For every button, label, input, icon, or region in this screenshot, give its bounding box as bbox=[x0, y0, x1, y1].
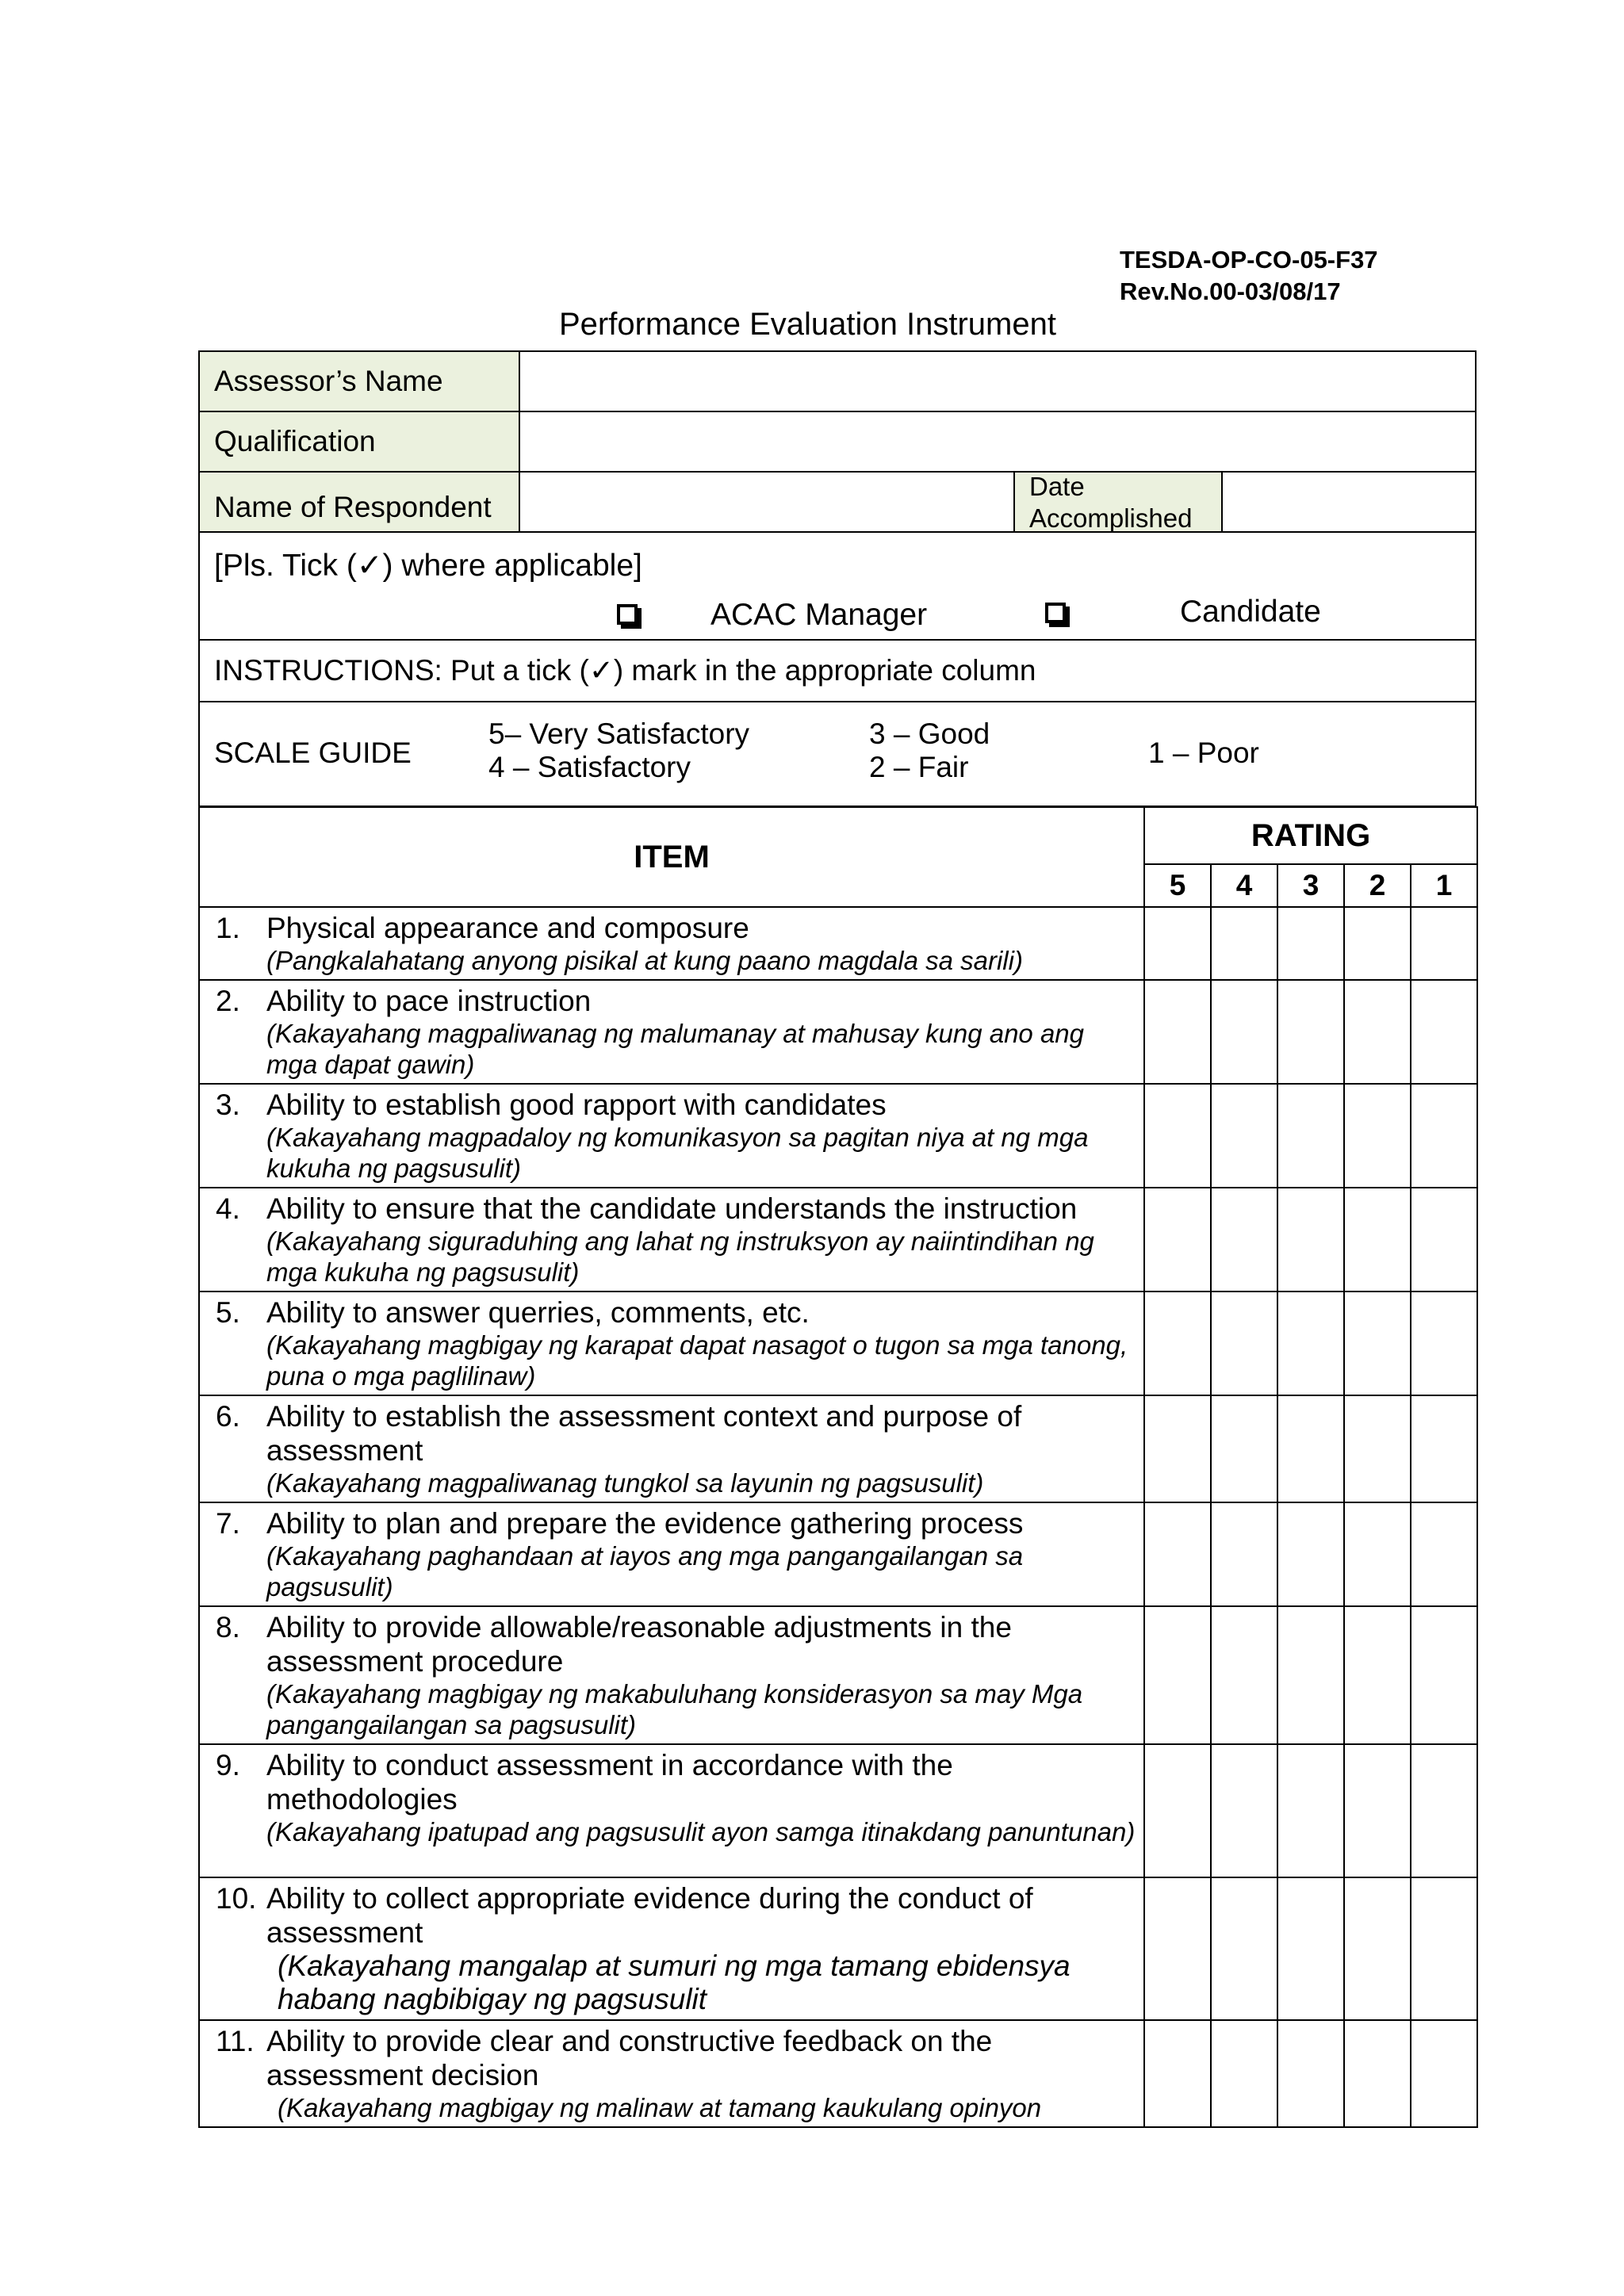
rating-1-cell[interactable] bbox=[1411, 1188, 1477, 1292]
candidate-label: Candidate bbox=[1180, 595, 1321, 629]
item-text: Ability to pace instruction bbox=[266, 985, 592, 1017]
item-number: 8. bbox=[216, 1611, 240, 1644]
document-code-block bbox=[1120, 244, 1378, 308]
item-translation: (Kakayahang ipatupad ang pagsusulit ayon samga itinakdang panuntunan) bbox=[266, 1817, 1136, 1846]
divider bbox=[200, 531, 1475, 533]
date-label-line2: Accomplished bbox=[1029, 503, 1193, 533]
item-text: Physical appearance and composure bbox=[266, 912, 749, 944]
item-text: Ability to plan and prepare the evidence gathering process bbox=[266, 1507, 1024, 1540]
table-row bbox=[199, 2020, 1477, 2127]
item-number: 6. bbox=[216, 1400, 240, 1433]
divider bbox=[1013, 473, 1015, 533]
item-cell bbox=[199, 1084, 1144, 1188]
item-translation: (Kakayahang magbigay ng malinaw at tamang kaukulang opinyon bbox=[278, 2093, 1042, 2122]
rating-1-cell[interactable] bbox=[1411, 2020, 1477, 2127]
rating-2-cell[interactable] bbox=[1344, 1502, 1411, 1606]
item-translation: (Kakayahang magpadaloy ng komunikasyon sa pagitan niya at ng mga kukuha ng pagsusulit) bbox=[266, 1123, 1089, 1183]
scale-5: 5– Very Satisfactory bbox=[488, 718, 750, 750]
rating-2-cell[interactable] bbox=[1344, 1188, 1411, 1292]
rating-1-cell[interactable] bbox=[1411, 1292, 1477, 1395]
item-translation: (Pangkalahatang anyong pisikal at kung paano magdala sa sarili) bbox=[266, 946, 1023, 975]
rating-1-cell[interactable] bbox=[1411, 907, 1477, 980]
item-translation: (Kakayahang magbigay ng makabuluhang konsiderasyon sa may Mga pangangailangan sa pagsusulit) bbox=[266, 1679, 1083, 1739]
item-cell bbox=[199, 1502, 1144, 1606]
item-cell bbox=[199, 907, 1144, 980]
candidate-checkbox[interactable] bbox=[1045, 603, 1066, 623]
table-row bbox=[199, 1395, 1477, 1502]
item-header: ITEM bbox=[199, 807, 1144, 907]
item-text: Ability to provide clear and constructive feedback on the assessment decision bbox=[266, 2025, 993, 2091]
rating-1-cell[interactable] bbox=[1411, 1084, 1477, 1188]
rating-3-cell[interactable] bbox=[1277, 1292, 1344, 1395]
document-code: TESDA-OP-CO-05-F37 bbox=[1120, 246, 1378, 274]
rating-4-cell[interactable] bbox=[1211, 2020, 1277, 2127]
item-text: Ability to answer querries, comments, etc. bbox=[266, 1296, 810, 1329]
item-translation: (Kakayahang magpaliwanag tungkol sa layunin ng pagsusulit) bbox=[266, 1468, 984, 1498]
rating-5-cell[interactable] bbox=[1144, 1188, 1211, 1292]
rating-1-cell[interactable] bbox=[1411, 1502, 1477, 1606]
rating-3-cell[interactable] bbox=[1277, 1395, 1344, 1502]
item-translation: (Kakayahang mangalap at sumuri ng mga tamang ebidensya habang nagbibigay ng pagsusulit bbox=[278, 1950, 1071, 2015]
rating-5-cell[interactable] bbox=[1144, 1744, 1211, 1877]
rating-1-header: 1 bbox=[1411, 864, 1477, 907]
table-row bbox=[199, 907, 1477, 980]
item-number: 1. bbox=[216, 912, 240, 944]
acac-manager-label: ACAC Manager bbox=[710, 598, 928, 632]
items-body bbox=[199, 907, 1477, 2127]
evaluation-table bbox=[198, 806, 1478, 2128]
rating-1-cell[interactable] bbox=[1411, 1606, 1477, 1744]
page-title: Performance Evaluation Instrument bbox=[559, 307, 1056, 342]
rating-1-cell[interactable] bbox=[1411, 980, 1477, 1084]
item-text: Ability to conduct assessment in accordance with the methodologies bbox=[266, 1749, 953, 1816]
rating-2-cell[interactable] bbox=[1344, 1877, 1411, 2020]
tick-prompt: [Pls. Tick (✓) where applicable] bbox=[214, 549, 642, 583]
scale-4: 4 – Satisfactory bbox=[488, 751, 691, 783]
rating-5-cell[interactable] bbox=[1144, 1395, 1211, 1502]
scale-1: 1 – Poor bbox=[1148, 737, 1259, 769]
item-cell bbox=[199, 980, 1144, 1084]
rating-2-cell[interactable] bbox=[1344, 1395, 1411, 1502]
rating-3-cell[interactable] bbox=[1277, 1502, 1344, 1606]
scale-3: 3 – Good bbox=[869, 718, 990, 750]
rating-2-cell[interactable] bbox=[1344, 1084, 1411, 1188]
rating-header: RATING bbox=[1144, 807, 1477, 864]
date-label-line1: Date bbox=[1029, 472, 1085, 501]
rating-2-header: 2 bbox=[1344, 864, 1411, 907]
respondent-field[interactable] bbox=[520, 473, 1012, 531]
acac-manager-checkbox[interactable] bbox=[617, 604, 638, 625]
item-number: 5. bbox=[216, 1296, 240, 1329]
qualification-label: Qualification bbox=[214, 425, 376, 457]
revision-number: Rev.No.00-03/08/17 bbox=[1120, 277, 1341, 305]
table-row bbox=[199, 1084, 1477, 1188]
rating-2-cell[interactable] bbox=[1344, 907, 1411, 980]
item-translation: (Kakayahang siguraduhing ang lahat ng instruksyon ay naiintindihan ng mga kukuha ng pagsusulit) bbox=[266, 1226, 1094, 1287]
rating-2-cell[interactable] bbox=[1344, 2020, 1411, 2127]
item-number: 11. bbox=[216, 2025, 255, 2057]
rating-5-cell[interactable] bbox=[1144, 1084, 1211, 1188]
item-number: 10. bbox=[216, 1882, 257, 1915]
instructions-text: INSTRUCTIONS: Put a tick (✓) mark in the appropriate column bbox=[214, 654, 1036, 687]
item-cell bbox=[199, 1744, 1144, 1877]
rating-4-cell[interactable] bbox=[1211, 1877, 1277, 2020]
rating-5-cell[interactable] bbox=[1144, 980, 1211, 1084]
item-translation: (Kakayahang magpaliwanag ng malumanay at mahusay kung ano ang mga dapat gawin) bbox=[266, 1019, 1085, 1079]
date-accomplished-field[interactable] bbox=[1223, 473, 1475, 531]
rating-3-cell[interactable] bbox=[1277, 1606, 1344, 1744]
item-number: 2. bbox=[216, 985, 240, 1017]
item-text: Ability to provide allowable/reasonable adjustments in the assessment procedure bbox=[266, 1611, 1012, 1678]
rating-5-cell[interactable] bbox=[1144, 2020, 1211, 2127]
rating-3-cell[interactable] bbox=[1277, 2020, 1344, 2127]
item-number: 3. bbox=[216, 1089, 240, 1121]
item-text: Ability to ensure that the candidate understands the instruction bbox=[266, 1192, 1078, 1225]
rating-3-cell[interactable] bbox=[1277, 980, 1344, 1084]
rating-4-cell[interactable] bbox=[1211, 1502, 1277, 1606]
rating-4-cell[interactable] bbox=[1211, 1084, 1277, 1188]
divider bbox=[200, 639, 1475, 641]
rating-2-cell[interactable] bbox=[1344, 1744, 1411, 1877]
rating-1-cell[interactable] bbox=[1411, 1395, 1477, 1502]
rating-2-cell[interactable] bbox=[1344, 980, 1411, 1084]
table-row bbox=[199, 1502, 1477, 1606]
item-number: 4. bbox=[216, 1192, 240, 1225]
rating-5-cell[interactable] bbox=[1144, 907, 1211, 980]
table-row bbox=[199, 1188, 1477, 1292]
rating-5-cell[interactable] bbox=[1144, 1606, 1211, 1744]
rating-3-cell[interactable] bbox=[1277, 1188, 1344, 1292]
table-row bbox=[199, 1877, 1477, 2020]
item-number: 7. bbox=[216, 1507, 240, 1540]
item-text: Ability to establish the assessment context and purpose of assessment bbox=[266, 1400, 1022, 1467]
assessor-name-label: Assessor’s Name bbox=[214, 365, 443, 397]
table-row bbox=[199, 1606, 1477, 1744]
rating-5-cell[interactable] bbox=[1144, 1502, 1211, 1606]
rating-3-cell[interactable] bbox=[1277, 1877, 1344, 2020]
item-cell bbox=[199, 1188, 1144, 1292]
rating-4-cell[interactable] bbox=[1211, 1188, 1277, 1292]
table-row bbox=[199, 980, 1477, 1084]
rating-4-header: 4 bbox=[1211, 864, 1277, 907]
rating-1-cell[interactable] bbox=[1411, 1744, 1477, 1877]
divider bbox=[200, 701, 1475, 702]
rating-3-header: 3 bbox=[1277, 864, 1344, 907]
item-number: 9. bbox=[216, 1749, 240, 1781]
scale-guide-label: SCALE GUIDE bbox=[214, 737, 412, 769]
assessor-name-field[interactable] bbox=[520, 352, 1475, 411]
item-cell bbox=[199, 1877, 1144, 2020]
scale-2: 2 – Fair bbox=[869, 751, 969, 783]
qualification-field[interactable] bbox=[520, 412, 1475, 471]
rating-4-cell[interactable] bbox=[1211, 1606, 1277, 1744]
rating-3-cell[interactable] bbox=[1277, 1084, 1344, 1188]
rating-5-cell[interactable] bbox=[1144, 1877, 1211, 2020]
rating-4-cell[interactable] bbox=[1211, 1395, 1277, 1502]
rating-3-cell[interactable] bbox=[1277, 1744, 1344, 1877]
rating-3-cell[interactable] bbox=[1277, 907, 1344, 980]
rating-5-header: 5 bbox=[1144, 864, 1211, 907]
rating-5-cell[interactable] bbox=[1144, 1292, 1211, 1395]
item-translation: (Kakayahang magbigay ng karapat dapat nasagot o tugon sa mga tanong, puna o mga paglilinaw) bbox=[266, 1330, 1128, 1391]
item-translation: (Kakayahang paghandaan at iayos ang mga pangangailangan sa pagsusulit) bbox=[266, 1541, 1024, 1601]
rating-4-cell[interactable] bbox=[1211, 1292, 1277, 1395]
header-form bbox=[198, 350, 1477, 807]
item-cell bbox=[199, 2020, 1144, 2127]
item-text: Ability to establish good rapport with candidates bbox=[266, 1089, 887, 1121]
rating-4-cell[interactable] bbox=[1211, 907, 1277, 980]
table-row bbox=[199, 1292, 1477, 1395]
respondent-label: Name of Respondent bbox=[214, 491, 492, 523]
item-text: Ability to collect appropriate evidence during the conduct of assessment bbox=[266, 1882, 1033, 1949]
rating-2-cell[interactable] bbox=[1344, 1606, 1411, 1744]
item-cell bbox=[199, 1395, 1144, 1502]
rating-4-cell[interactable] bbox=[1211, 1744, 1277, 1877]
rating-4-cell[interactable] bbox=[1211, 980, 1277, 1084]
table-row bbox=[199, 1744, 1477, 1877]
rating-2-cell[interactable] bbox=[1344, 1292, 1411, 1395]
item-cell bbox=[199, 1606, 1144, 1744]
item-cell bbox=[199, 1292, 1144, 1395]
rating-1-cell[interactable] bbox=[1411, 1877, 1477, 2020]
